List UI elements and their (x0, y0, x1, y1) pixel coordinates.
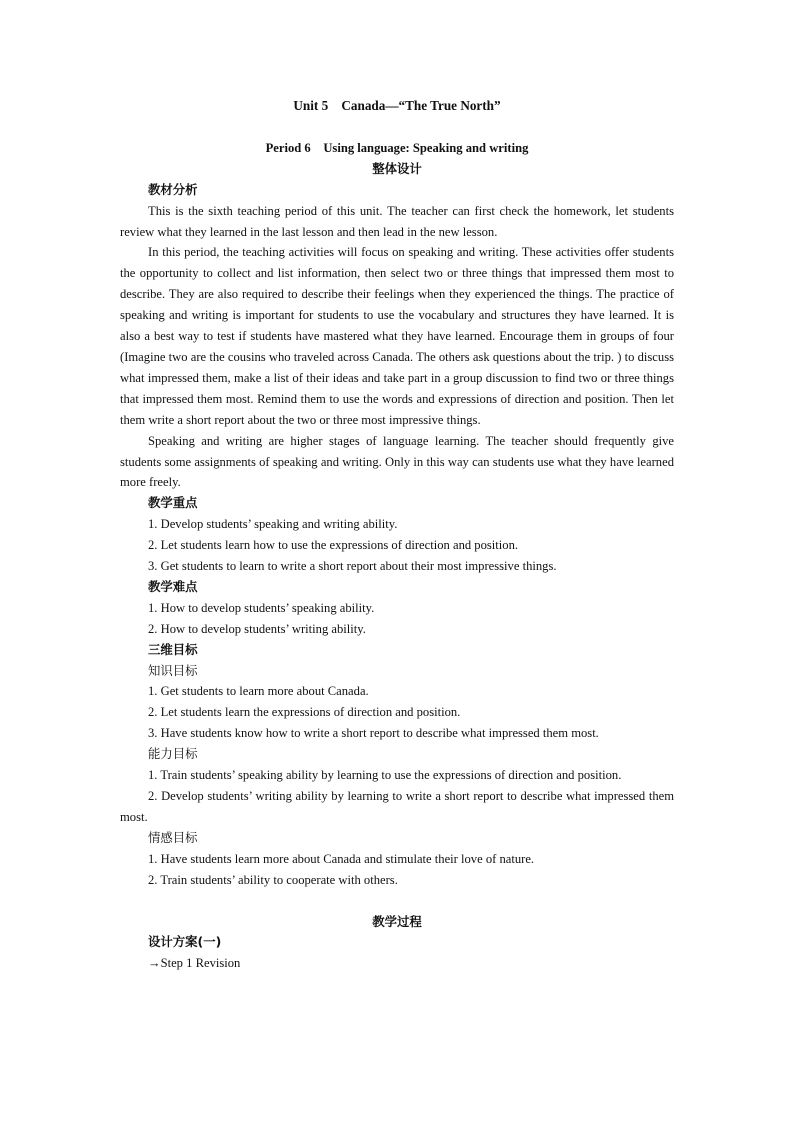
key-point-item: 3. Get students to learn to write a short report about their most impressive things. (148, 559, 557, 574)
key-point-item: 2. Let students learn how to use the expressions of direction and position. (148, 538, 519, 553)
step-1-revision: →Step 1 Revision (148, 956, 241, 971)
analysis-paragraph-1: This is the sixth teaching period of this unit. The teacher can first check the homework, let students review what they learned in the last lesson and then lead in the new lesson. (120, 203, 674, 239)
knowledge-goal-item: 2. Let students learn the expressions of direction and position. (148, 705, 461, 720)
knowledge-goal-item: 1. Get students to learn more about Canada. (148, 684, 369, 699)
emotion-goals-heading: 情感目标 (148, 829, 198, 845)
ability-goals-heading: 能力目标 (148, 746, 198, 762)
emotion-goal-item: 1. Have students learn more about Canada and stimulate their love of nature. (148, 851, 535, 866)
unit-title: Unit 5 Canada—“The True North” (293, 98, 501, 113)
period-title: Period 6 Using language: Speaking and writing (265, 140, 529, 155)
key-points-heading: 教学重点 (148, 495, 198, 511)
goals-heading: 三维目标 (148, 641, 198, 657)
analysis-paragraph-3: Speaking and writing are higher stages of language learning. The teacher should frequently give students some assignments of speaking and writing. Only in this way can students use what they have learned more freely. (120, 433, 674, 490)
knowledge-goals-heading: 知识目标 (148, 662, 198, 678)
plan-heading: 设计方案(一) (148, 934, 222, 950)
difficulty-item: 1. How to develop students’ speaking ability. (148, 600, 375, 615)
knowledge-goal-item: 3. Have students know how to write a short report to describe what impressed them most. (148, 726, 599, 741)
ability-goal-item: 1. Train students’ speaking ability by learning to use the expressions of direction and position. (148, 768, 622, 783)
analysis-heading: 教材分析 (148, 181, 198, 197)
key-point-item: 1. Develop students’ speaking and writing ability. (148, 517, 398, 532)
difficulties-heading: 教学难点 (148, 578, 198, 594)
analysis-paragraph-2: In this period, the teaching activities will focus on speaking and writing. These activities offer students the opportunity to collect and list information, then select two or three things that impressed them most to describe. They are also required to describe their feelings when they experienced the things. The practice of speaking and writing is important for students to use the vocabulary and structures they have learned. It is also a best way to test if students have mastered what they have learned. Encourage them in groups of four (Imagine two are the cousins who traveled across Canada. The others ask questions about the trip. ) to discuss what impressed them, make a list of their ideas and take part in a group discussion to find two or three things that impressed them most. Remind them to use the words and expressions of direction and position. Then let them write a short report about the two or three most impressive things. (120, 245, 674, 427)
process-heading: 教学过程 (372, 913, 422, 929)
difficulty-item: 2. How to develop students’ writing ability. (148, 621, 366, 636)
document-body (120, 96, 674, 974)
ability-goal-item: 2. Develop students’ writing ability by learning to write a short report to describe what impressed them most. (120, 789, 674, 824)
design-title: 整体设计 (372, 160, 422, 176)
emotion-goal-item: 2. Train students’ ability to cooperate with others. (148, 872, 398, 887)
